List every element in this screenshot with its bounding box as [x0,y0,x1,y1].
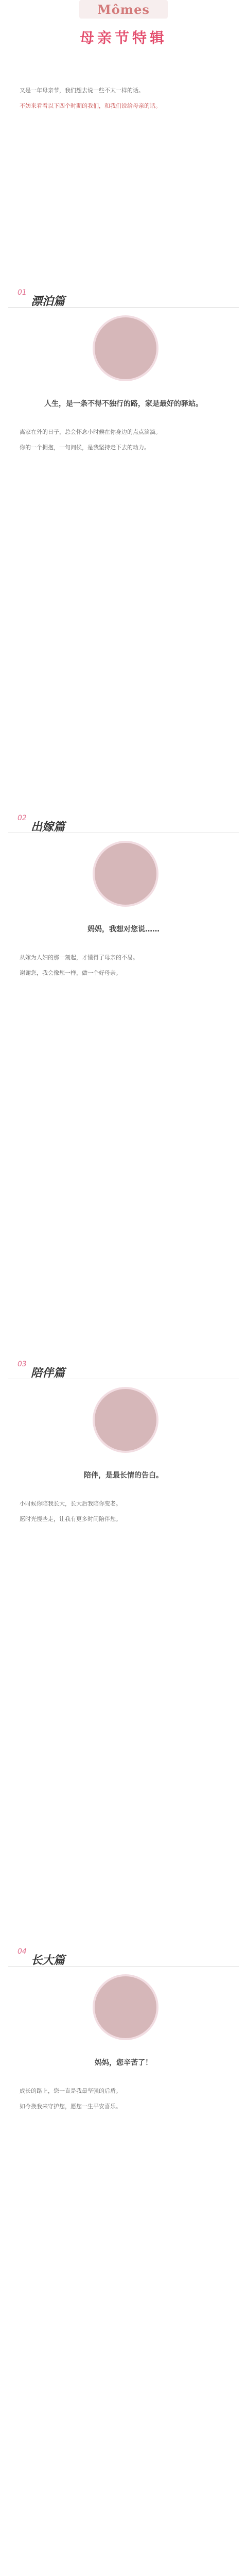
section-paragraph: 成长的路上，您一直是我最坚强的后盾。 [20,2088,121,2094]
section-header [8,814,239,833]
avatar-photo [93,315,158,381]
section-quote: 陪伴，是最长情的告白。 [84,1471,163,1480]
section-title: 漂泊篇 [31,295,65,308]
section-quote: 妈妈，您辛苦了！ [95,2059,152,2067]
avatar-photo [93,1387,158,1453]
avatar-photo [93,1974,158,2040]
section-body [20,952,227,983]
page-header [0,0,247,57]
section-paragraph: 小时候你陪我长大，长大后我陪你变老。 [20,1500,121,1507]
section-title: 出嫁篇 [31,821,65,834]
section-number: 03 [17,1360,27,1368]
section-body [20,1498,227,1529]
section-paragraph: 愿时光慢些走，让我有更多时间陪伴您。 [20,1516,121,1522]
page-title: 母亲节特辑 [79,29,167,46]
section-number: 01 [17,289,27,297]
section-title: 陪伴篇 [31,1367,65,1380]
section-body [20,2086,227,2116]
section-header [8,1947,239,1967]
section-paragraph: 离家在外的日子，总会怀念小时候在你身边的点点滴滴。 [20,429,161,435]
section-paragraph: 从嫁为人妇的那一刻起，才懂得了母亲的不易。 [20,954,138,961]
section-03 [0,1360,247,1649]
section-body [20,427,227,457]
section-04 [0,1947,247,2236]
section-header [8,1360,239,1379]
section-01 [0,289,247,577]
section-paragraph: 谢谢您，我会像您一样，做一个好母亲。 [20,970,121,976]
brand-logo: Mômes [79,0,168,19]
section-02 [0,814,247,1103]
intro-paragraph: 又是一年母亲节，我们想去说一些不太一样的话。 [20,87,144,94]
intro-paragraph: 不妨来看看以下四个时期的我们，和我们说给母亲的话。 [20,103,161,109]
section-paragraph: 你的一个拥抱，一句问候，是我坚持走下去的动力。 [20,444,150,451]
section-header [8,289,239,308]
section-number: 02 [17,814,27,822]
section-quote: 妈妈，我想对您说…… [87,925,160,934]
section-title: 长大篇 [31,1954,65,1967]
section-quote: 人生，是一条不得不独行的路，家是最好的驿站。 [44,400,203,408]
section-number: 04 [17,1947,27,1956]
avatar-photo [93,841,158,907]
section-paragraph: 如今换我来守护您，愿您一生平安喜乐。 [20,2103,121,2110]
intro-text [20,85,227,116]
